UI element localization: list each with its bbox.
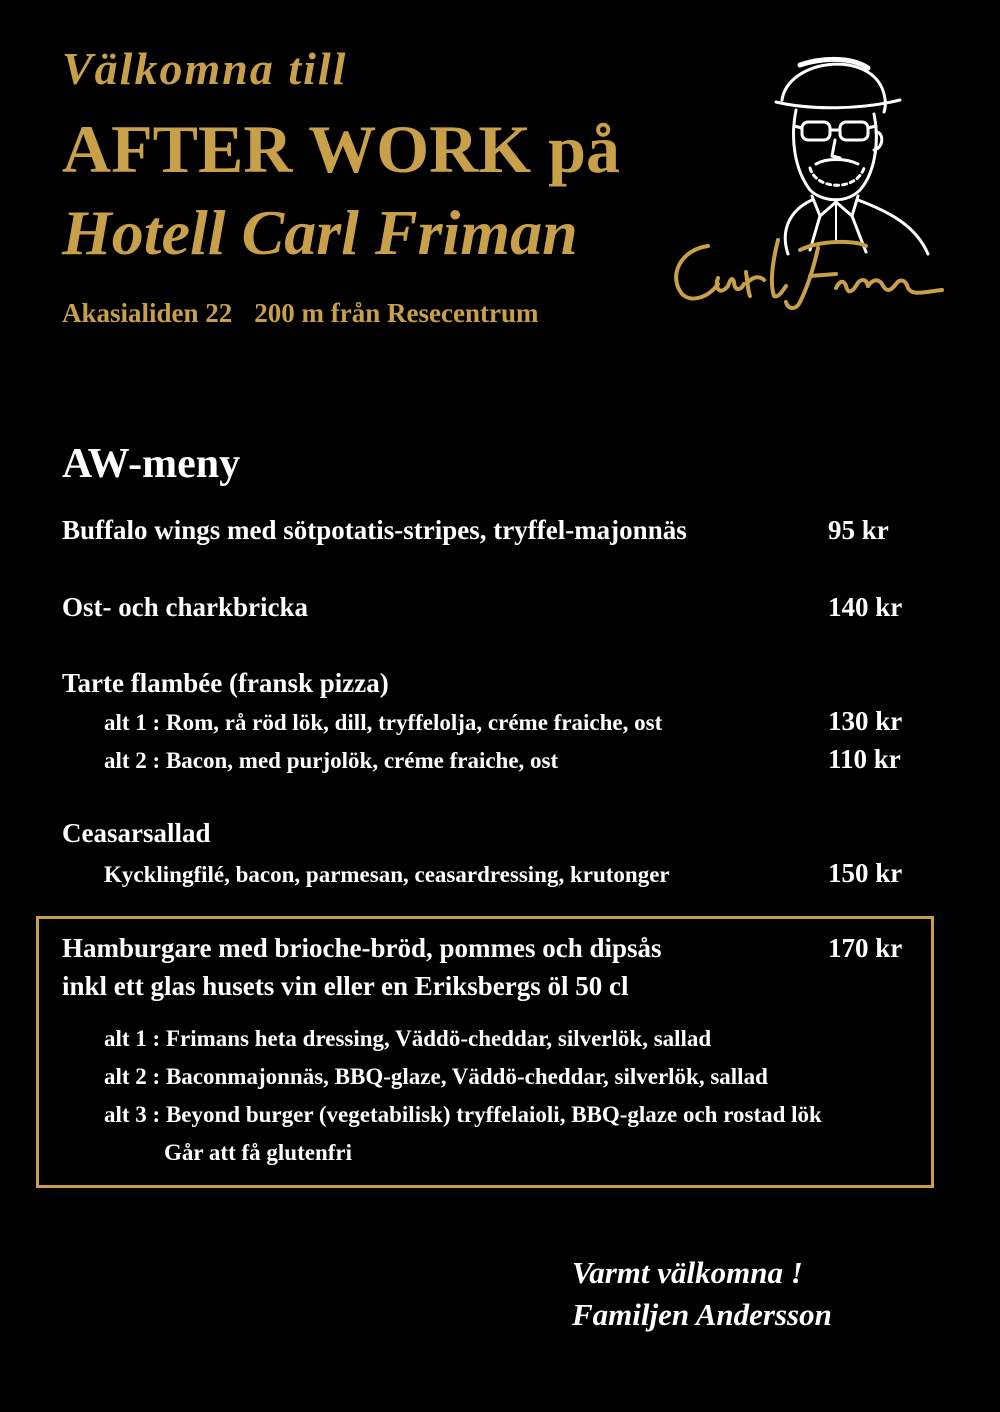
alt-text: alt 2 : Baconmajonnäs, BBQ-glaze, Väddö-cheddar, silverlök, sallad: [104, 1064, 768, 1089]
street-address: Akasialiden 22: [62, 298, 233, 328]
alt-text: alt 2 : Bacon, med purjolök, créme fraiche, ost: [104, 748, 559, 773]
item-desc: Kycklingfilé, bacon, parmesan, ceasardressing, krutonger: [104, 862, 670, 887]
item-price: 170 kr: [828, 933, 903, 963]
gluten-note: Går att få glutenfri: [164, 1140, 353, 1165]
alt-text: alt 1 : Rom, rå röd lök, dill, tryffelolja, créme fraiche, ost: [104, 710, 663, 735]
closing-line-2: Familjen Andersson: [572, 1297, 832, 1332]
portrait-illustration-icon: [776, 59, 928, 254]
address-line: [62, 298, 538, 329]
item-name: Tarte flambée (fransk pizza): [62, 668, 389, 698]
item-name: Ost- och charkbricka: [62, 592, 308, 622]
alt-text: alt 3 : Beyond burger (vegetabilisk) tryffelaioli, BBQ-glaze och rostad lök: [104, 1102, 822, 1127]
item-name: Ceasarsallad: [62, 818, 211, 848]
alt-price: 130 kr: [828, 706, 903, 736]
item-name: Hamburgare med brioche-bröd, pommes och dipsås: [62, 933, 662, 963]
item-price: 150 kr: [828, 858, 903, 888]
menu-heading: AW-meny: [62, 441, 241, 487]
carl-friman-logo: [660, 40, 955, 315]
alt-text: alt 1 : Frimans heta dressing, Väddö-cheddar, silverlök, sallad: [104, 1026, 712, 1051]
closing-greeting: [572, 1252, 832, 1336]
closing-line-1: Varmt välkomna !: [572, 1255, 803, 1290]
alt-price: 110 kr: [828, 744, 901, 774]
item-price: 140 kr: [828, 592, 903, 622]
page-title: AFTER WORK på: [62, 111, 620, 187]
hotel-name: Hotell Carl Friman: [62, 197, 578, 268]
item-price: 95 kr: [828, 515, 889, 545]
item-desc: inkl ett glas husets vin eller en Eriksbergs öl 50 cl: [62, 971, 629, 1001]
welcome-text: Välkomna till: [62, 43, 348, 94]
item-name: Buffalo wings med sötpotatis-stripes, tryffel-majonnäs: [62, 515, 687, 545]
distance-note: 200 m från Resecentrum: [254, 298, 539, 328]
